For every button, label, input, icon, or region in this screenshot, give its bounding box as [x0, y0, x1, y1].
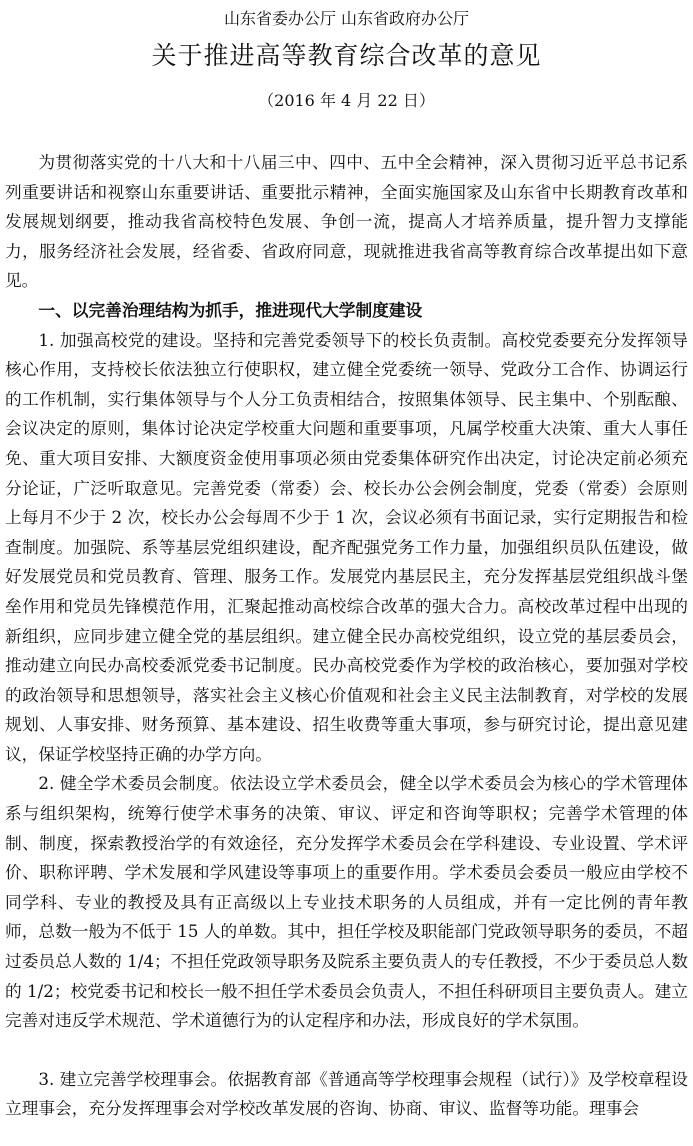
document-body [5, 148, 688, 1124]
document-date: （2016 年 4 月 22 日） [258, 91, 435, 110]
issuer-line: 山东省委办公厅 山东省政府办公厅 [223, 9, 470, 28]
item-2-paragraph: 2. 健全学术委员会制度。依法设立学术委员会，健全以学术委员会为核心的学术管理体系与组织架构，统筹行使学术事务的决策、审议、评定和咨询等职权；完善学术管理的体制、制度，探索教授治学的有效途径，充分发挥学术委员会在学科建设、专业设置、学术评价、职称评聘、学术发展和学风建设等事项上的重要作用。学术委员会委员一般应由学校不同学科、专业的教授及具有正高级以上专业技术职务的人员组成，并有一定比例的青年教师，总数一般为不低于 15 人的单数。其中，担任学校及职能部门党政领导职务的委员，不超过委员总人数的 1/4；不担任党政领导职务及院系主要负责人的专任教授，不少于委员总人数的 1/2；校党委书记和校长一般不担任学术委员会负责人，不担任科研项目主要负责人。建立完善对违反学术规范、学术道德行为的认定程序和办法，形成良好的学术氛围。 [5, 773, 688, 1031]
section-heading: 一、以完善治理结构为抓手，推进现代大学制度建设 [38, 299, 423, 320]
document-title: 关于推进高等教育综合改革的意见 [151, 41, 542, 70]
item-1-paragraph: 1. 加强高校党的建设。坚持和完善党委领导下的校长负责制。高校党委要充分发挥领导核心作用，支持校长依法独立行使职权，建立健全党委统一领导、党政分工合作、协调运行的工作机制，实行集体领导与个人分工负责相结合，按照集体领导、民主集中、个别酝酿、会议决定的原则，集体讨论决定学校重大问题和重要事项，凡属学校重大决策、重大人事任免、重大项目安排、大额度资金使用事项必须由党委集体研究作出决定，讨论决定前必须充分论证，广泛听取意见。完善党委（常委）会、校长办公会例会制度，党委（常委）会原则上每月不少于 2 次，校长办公会每周不少于 1 次，会议必须有书面记录，实行定期报告和检查制度。加强院、系等基层党组织建设，配齐配强党务工作力量，加强组织员队伍建设，做好发展党员和党员教育、管理、服务工作。发展党内基层民主，充分发挥基层党组织战斗堡垒作用和党员先锋模范作用，汇聚起推动高校综合改革的强大合力。高校改革过程中出现的新组织，应同步建立健全党的基层组织。建立健全民办高校党组织，设立党的基层委员会，推动建立向民办高校委派党委书记制度。民办高校党委作为学校的政治核心，要加强对学校的政治领导和思想领导，落实社会主义核心价值观和社会主义民主法制教育，对学校的发展规划、人事安排、财务预算、基本建设、招生收费等重大事项，参与研究讨论，提出意见建议，保证学校坚持正确的办学方向。 [5, 329, 688, 764]
item-3-paragraph: 3. 建立完善学校理事会。依据教育部《普通高等学校理事会规程（试行）》及学校章程设立理事会，充分发挥理事会对学校改革发展的咨询、协商、审议、监督等功能。理事会 [5, 1068, 688, 1119]
paragraph-gap [5, 1036, 688, 1065]
intro-paragraph: 为贯彻落实党的十八大和十八届三中、四中、五中全会精神，深入贯彻习近平总书记系列重要讲话和视察山东重要讲话、重要批示精神，全面实施国家及山东省中长期教育改革和发展规划纲要，推动我省高校特色发展、争创一流，提高人才培养质量，提升智力支撑能力，服务经济社会发展，经省委、省政府同意，现就推进我省高等教育综合改革提出如下意见。 [5, 152, 688, 291]
